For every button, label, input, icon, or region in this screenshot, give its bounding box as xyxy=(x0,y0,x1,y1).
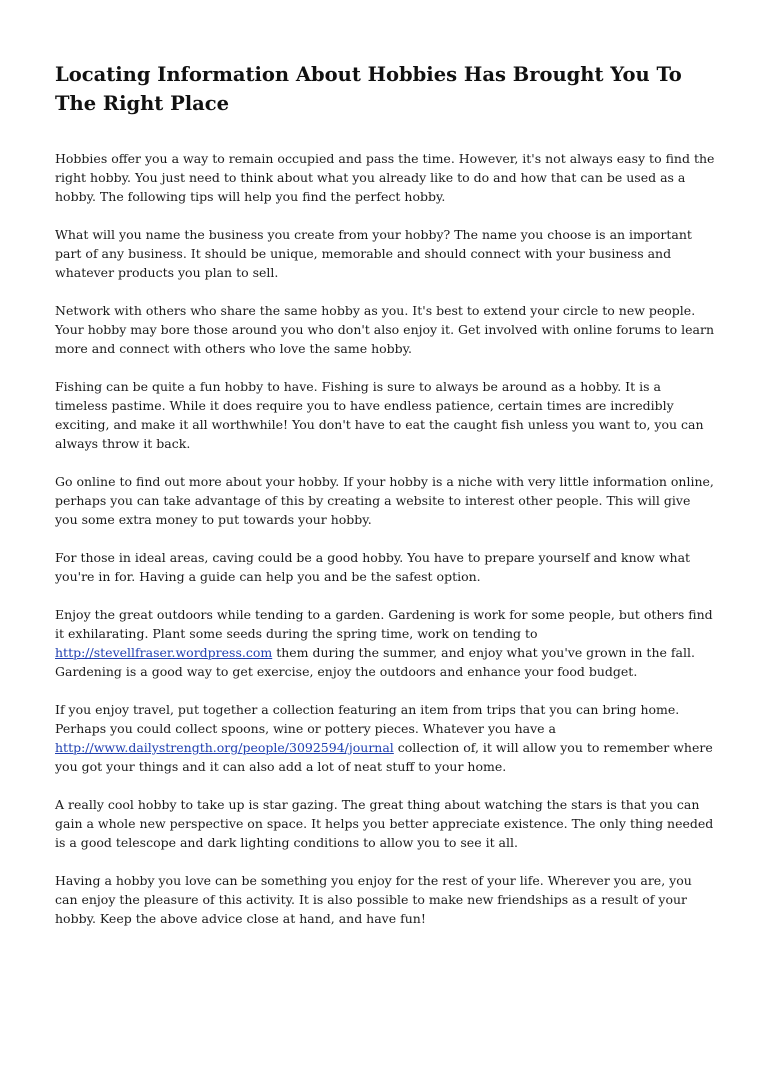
paragraph-7-text-before: Enjoy the great outdoors while tending to a garden. Gardening is work for some people, but others find it exhilarating. Plant some seeds during the spring time, work on tending to xyxy=(55,607,713,641)
paragraph-7-text-after: them during the summer, and enjoy what you've grown in the fall. Gardening is a good way to get exercise, enjoy the outdoors and enhance your food budget. xyxy=(55,645,695,679)
gardening-link[interactable]: http://stevellfraser.wordpress.com xyxy=(55,645,273,660)
paragraph-5: Go online to find out more about your hobby. If your hobby is a niche with very little information online, perhaps you can take advantage of this by creating a website to interest other people. This will give you some extra money to put towards your hobby. xyxy=(55,474,714,527)
paragraph-1: Hobbies offer you a way to remain occupied and pass the time. However, it's not always easy to find the right hobby. You just need to think about what you already like to do and how that can be used as a hobby. The following tips will help you find the perfect hobby. xyxy=(55,151,715,204)
paragraph-2: What will you name the business you create from your hobby? The name you choose is an important part of any business. It should be unique, memorable and should connect with your business and whatever products you plan to sell. xyxy=(55,227,692,280)
paragraph-7 xyxy=(55,605,715,681)
paragraph-8 xyxy=(55,700,715,776)
document-body xyxy=(55,149,715,928)
paragraph-10: Having a hobby you love can be something you enjoy for the rest of your life. Wherever you are, you can enjoy the pleasure of this activity. It is also possible to make new friendships as a result of your hobby. Keep the above advice close at hand, and have fun! xyxy=(55,873,692,926)
paragraph-8-text-after: collection of, it will allow you to remember where you got your things and it can also add a lot of neat stuff to your home. xyxy=(55,740,713,774)
collection-link[interactable]: http://www.dailystrength.org/people/3092594/journal xyxy=(55,740,394,755)
document-title: Locating Information About Hobbies Has Brought You To The Right Place xyxy=(55,63,682,115)
document-page xyxy=(55,60,715,947)
paragraph-9: A really cool hobby to take up is star gazing. The great thing about watching the stars is that you can gain a whole new perspective on space. It helps you better appreciate existence. The only thing needed is a good telescope and dark lighting conditions to allow you to see it all. xyxy=(55,797,714,850)
paragraph-6: For those in ideal areas, caving could be a good hobby. You have to prepare yourself and know what you're in for. Having a guide can help you and be the safest option. xyxy=(55,550,691,584)
paragraph-8-text-before: If you enjoy travel, put together a collection featuring an item from trips that you can bring home. Perhaps you could collect spoons, wine or pottery pieces. Whatever you have a xyxy=(55,702,680,736)
paragraph-4: Fishing can be quite a fun hobby to have. Fishing is sure to always be around as a hobby. It is a timeless pastime. While it does require you to have endless patience, certain times are incredibly exciting, and make it all worthwhile! You don't have to eat the caught fish unless you want to, you can always throw it back. xyxy=(55,379,704,451)
paragraph-3: Network with others who share the same hobby as you. It's best to extend your circle to new people. Your hobby may bore those around you who don't also enjoy it. Get involved with online forums to learn more and connect with others who love the same hobby. xyxy=(55,303,715,356)
